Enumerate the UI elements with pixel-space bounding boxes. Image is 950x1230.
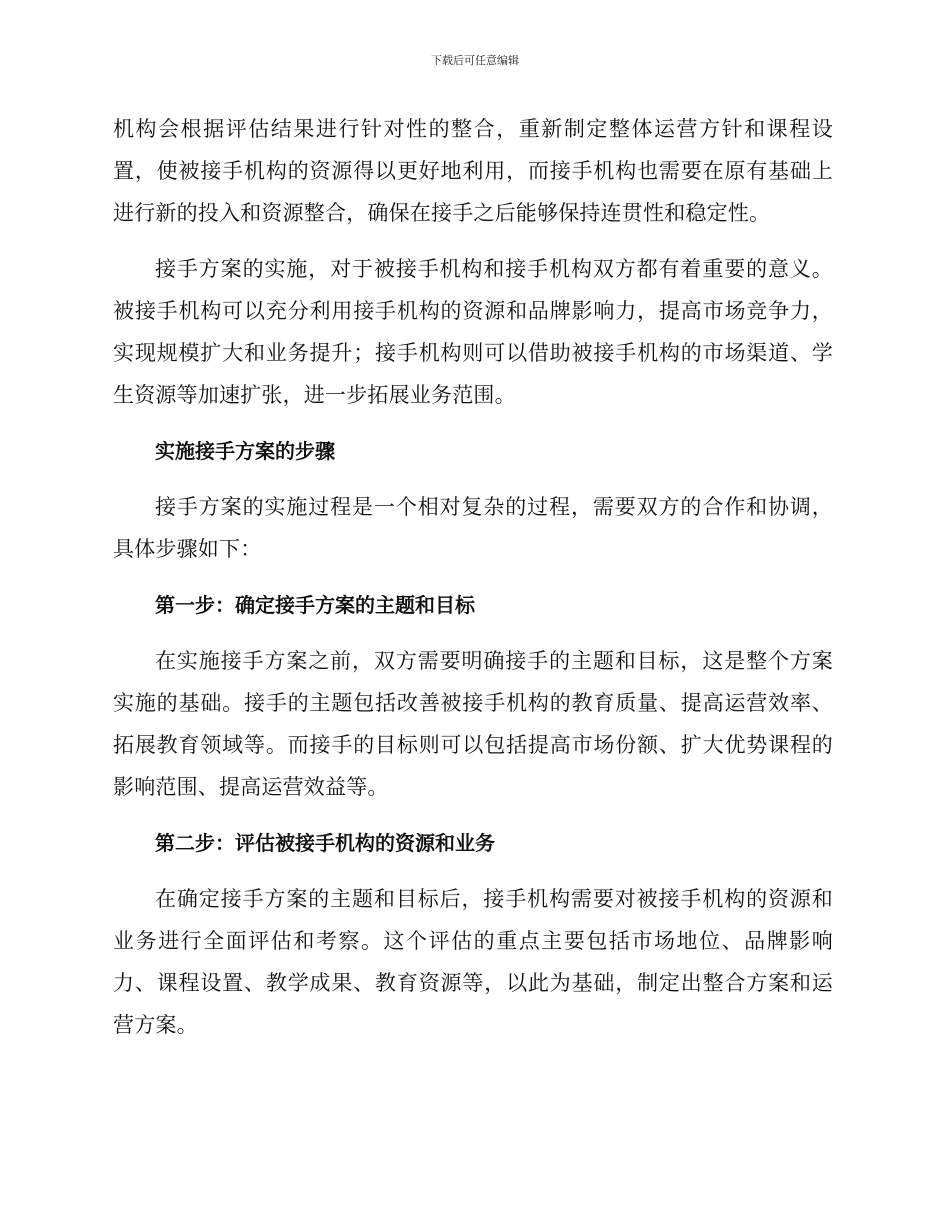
paragraph-step-1: 在实施接手方案之前，双方需要明确接手的主题和目标，这是整个方案实施的基础。接手的主题包括改善被接手机构的教育质量、提高运营效率、拓展教育领域等。而接手的目标则可以包括提高市场份额、扩大优势课程的影响范围、提高运营效益等。 bbox=[113, 649, 833, 799]
page-header: 下载后可任意编辑 bbox=[431, 54, 519, 67]
section-heading-steps: 实施接手方案的步骤 bbox=[155, 439, 335, 463]
paragraph-continuation: 机构会根据评估结果进行针对性的整合，重新制定整体运营方针和课程设置，使被接手机构的资源得以更好地利用，而接手机构也需要在原有基础上进行新的投入和资源整合，确保在接手之后能够保持连贯性和稳定性。 bbox=[113, 117, 833, 225]
step-heading-2: 第二步：评估被接手机构的资源和业务 bbox=[155, 831, 495, 855]
document-body bbox=[113, 108, 833, 1046]
paragraph-steps-intro: 接手方案的实施过程是一个相对复杂的过程，需要双方的合作和协调，具体步骤如下： bbox=[113, 495, 833, 561]
paragraph-step-2: 在确定接手方案的主题和目标后，接手机构需要对被接手机构的资源和业务进行全面评估和考察。这个评估的重点主要包括市场地位、品牌影响力、课程设置、教学成果、教育资源等，以此为基础，制定出整合方案和运营方案。 bbox=[113, 887, 833, 1037]
paragraph-significance: 接手方案的实施，对于被接手机构和接手机构双方都有着重要的意义。被接手机构可以充分利用接手机构的资源和品牌影响力，提高市场竞争力，实现规模扩大和业务提升；接手机构则可以借助被接手机构的市场渠道、学生资源等加速扩张，进一步拓展业务范围。 bbox=[113, 257, 833, 407]
step-heading-1: 第一步：确定接手方案的主题和目标 bbox=[155, 593, 475, 617]
